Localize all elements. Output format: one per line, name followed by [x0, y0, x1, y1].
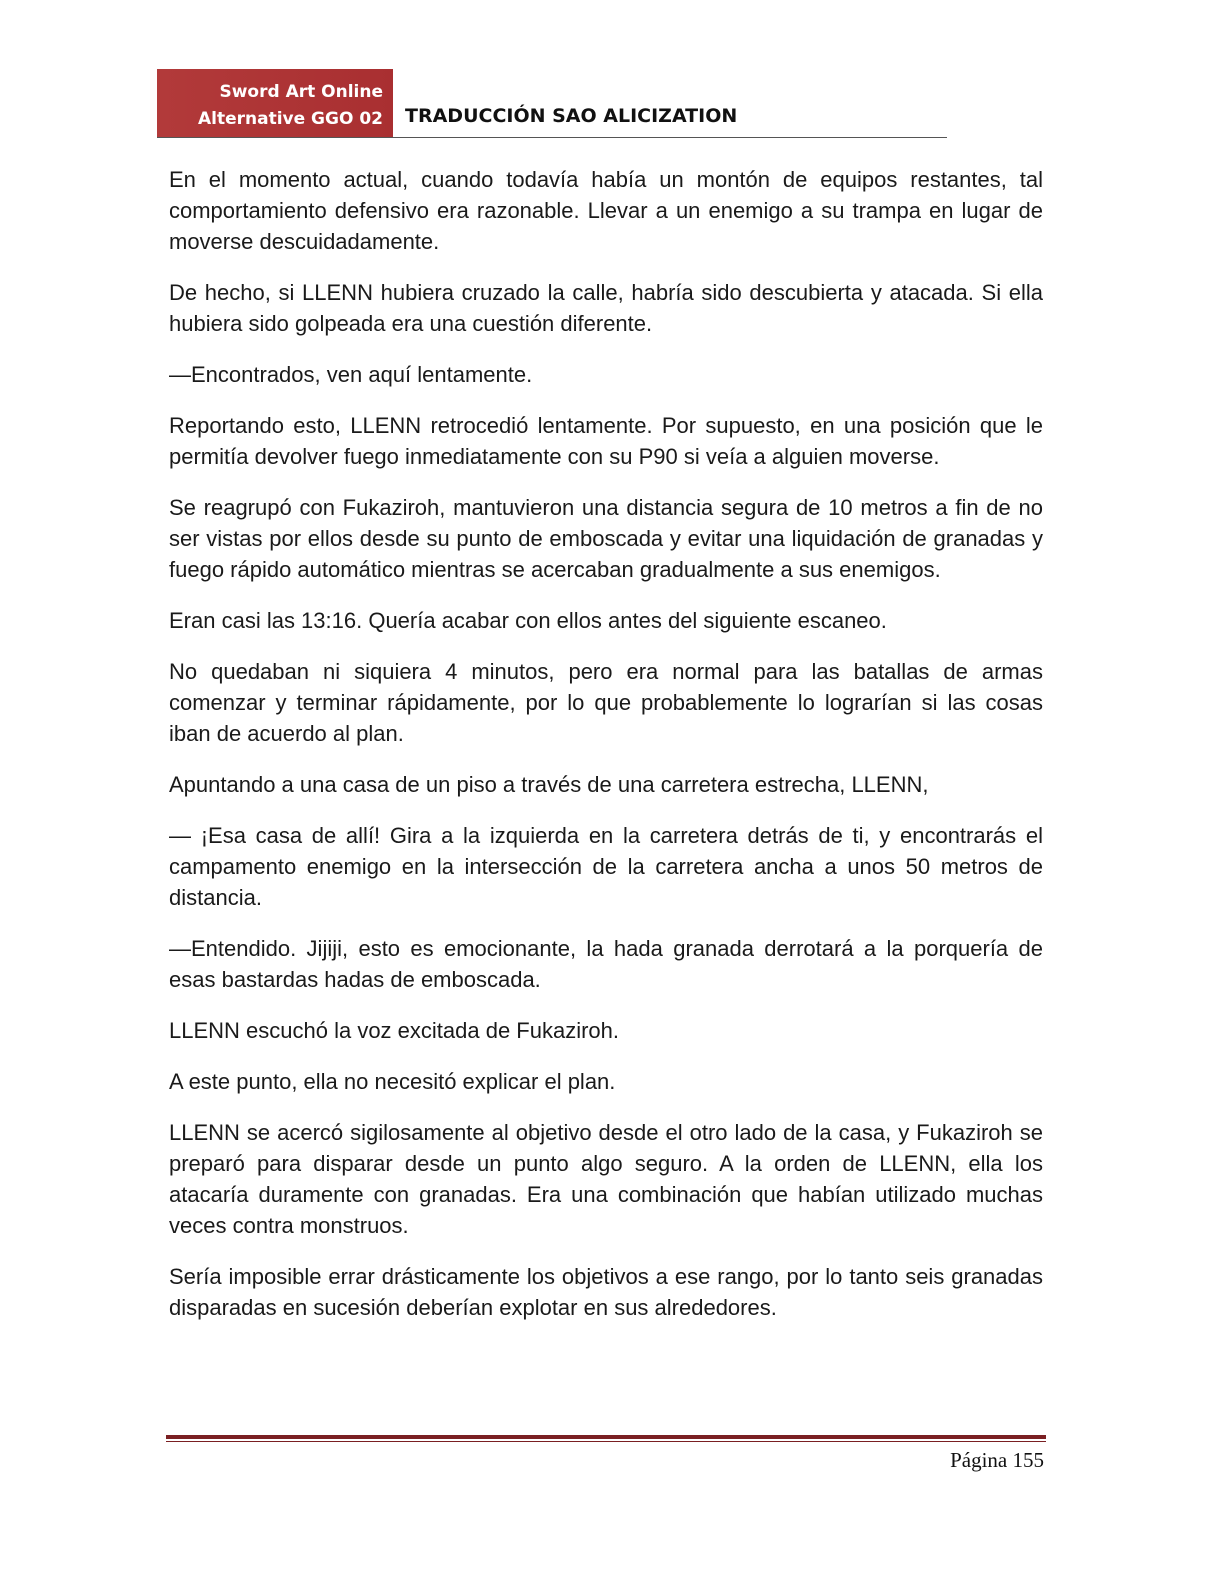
paragraph: Sería imposible errar drásticamente los objetivos a ese rango, por lo tanto seis granadas disparadas en sucesión deberían explotar en sus alrededores. [169, 1264, 1043, 1320]
series-title-line2: Alternative GGO 02 [197, 109, 383, 129]
paragraph: No quedaban ni siquiera 4 minutos, pero era normal para las batallas de armas comenzar y terminar rápidamente, por lo que probablemente lo lograrían si las cosas iban de acuerdo al plan. [169, 659, 1043, 746]
paragraph: — ¡Esa casa de allí! Gira a la izquierda en la carretera detrás de ti, y encontrarás el campamento enemigo en la intersección de la carretera ancha a unos 50 metros de distancia. [169, 823, 1043, 910]
paragraph: Eran casi las 13:16. Quería acabar con ellos antes del siguiente escaneo. [169, 608, 887, 633]
paragraph: Apuntando a una casa de un piso a través de una carretera estrecha, LLENN, [169, 772, 929, 797]
paragraph: —Encontrados, ven aquí lentamente. [169, 362, 533, 387]
paragraph: Reportando esto, LLENN retrocedió lentamente. Por supuesto, en una posición que le permitía devolver fuego inmediatamente con su P90 si veía a alguien moverse. [169, 413, 1043, 469]
paragraph: Se reagrupó con Fukaziroh, mantuvieron una distancia segura de 10 metros a fin de no ser vistas por ellos desde su punto de emboscada y evitar una liquidación de granadas y fuego rápido automático mientras se acercaban gradualmente a sus enemigos. [169, 495, 1043, 582]
paragraph: LLENN se acercó sigilosamente al objetivo desde el otro lado de la casa, y Fukaziroh se preparó para disparar desde un punto algo seguro. A la orden de LLENN, ella los atacaría duramente con granadas. Era una combinación que habían utilizado muchas veces contra monstruos. [169, 1120, 1043, 1238]
paragraph: LLENN escuchó la voz excitada de Fukaziroh. [169, 1018, 620, 1043]
series-title-line1: Sword Art Online [219, 82, 383, 102]
paragraph: —Entendido. Jijiji, esto es emocionante, la hada granada derrotará a la porquería de esas bastardas hadas de emboscada. [169, 936, 1043, 992]
paragraph: De hecho, si LLENN hubiera cruzado la calle, habría sido descubierta y atacada. Si ella hubiera sido golpeada era una cuestión diferente. [169, 280, 1043, 336]
paragraph: A este punto, ella no necesitó explicar el plan. [169, 1069, 616, 1094]
page-header [157, 69, 947, 139]
series-badge [157, 69, 393, 137]
paragraph: En el momento actual, cuando todavía había un montón de equipos restantes, tal comportamiento defensivo era razonable. Llevar a un enemigo a su trampa en lugar de moverse descuidadamente. [169, 167, 1043, 254]
footer-divider-thin [166, 1441, 1046, 1442]
header-divider [157, 137, 947, 138]
body-text [169, 164, 1043, 1343]
footer-divider-thick [166, 1435, 1046, 1439]
page-number: Página 155 [950, 1448, 1044, 1472]
document-title: TRADUCCIÓN SAO ALICIZATION [405, 105, 738, 127]
